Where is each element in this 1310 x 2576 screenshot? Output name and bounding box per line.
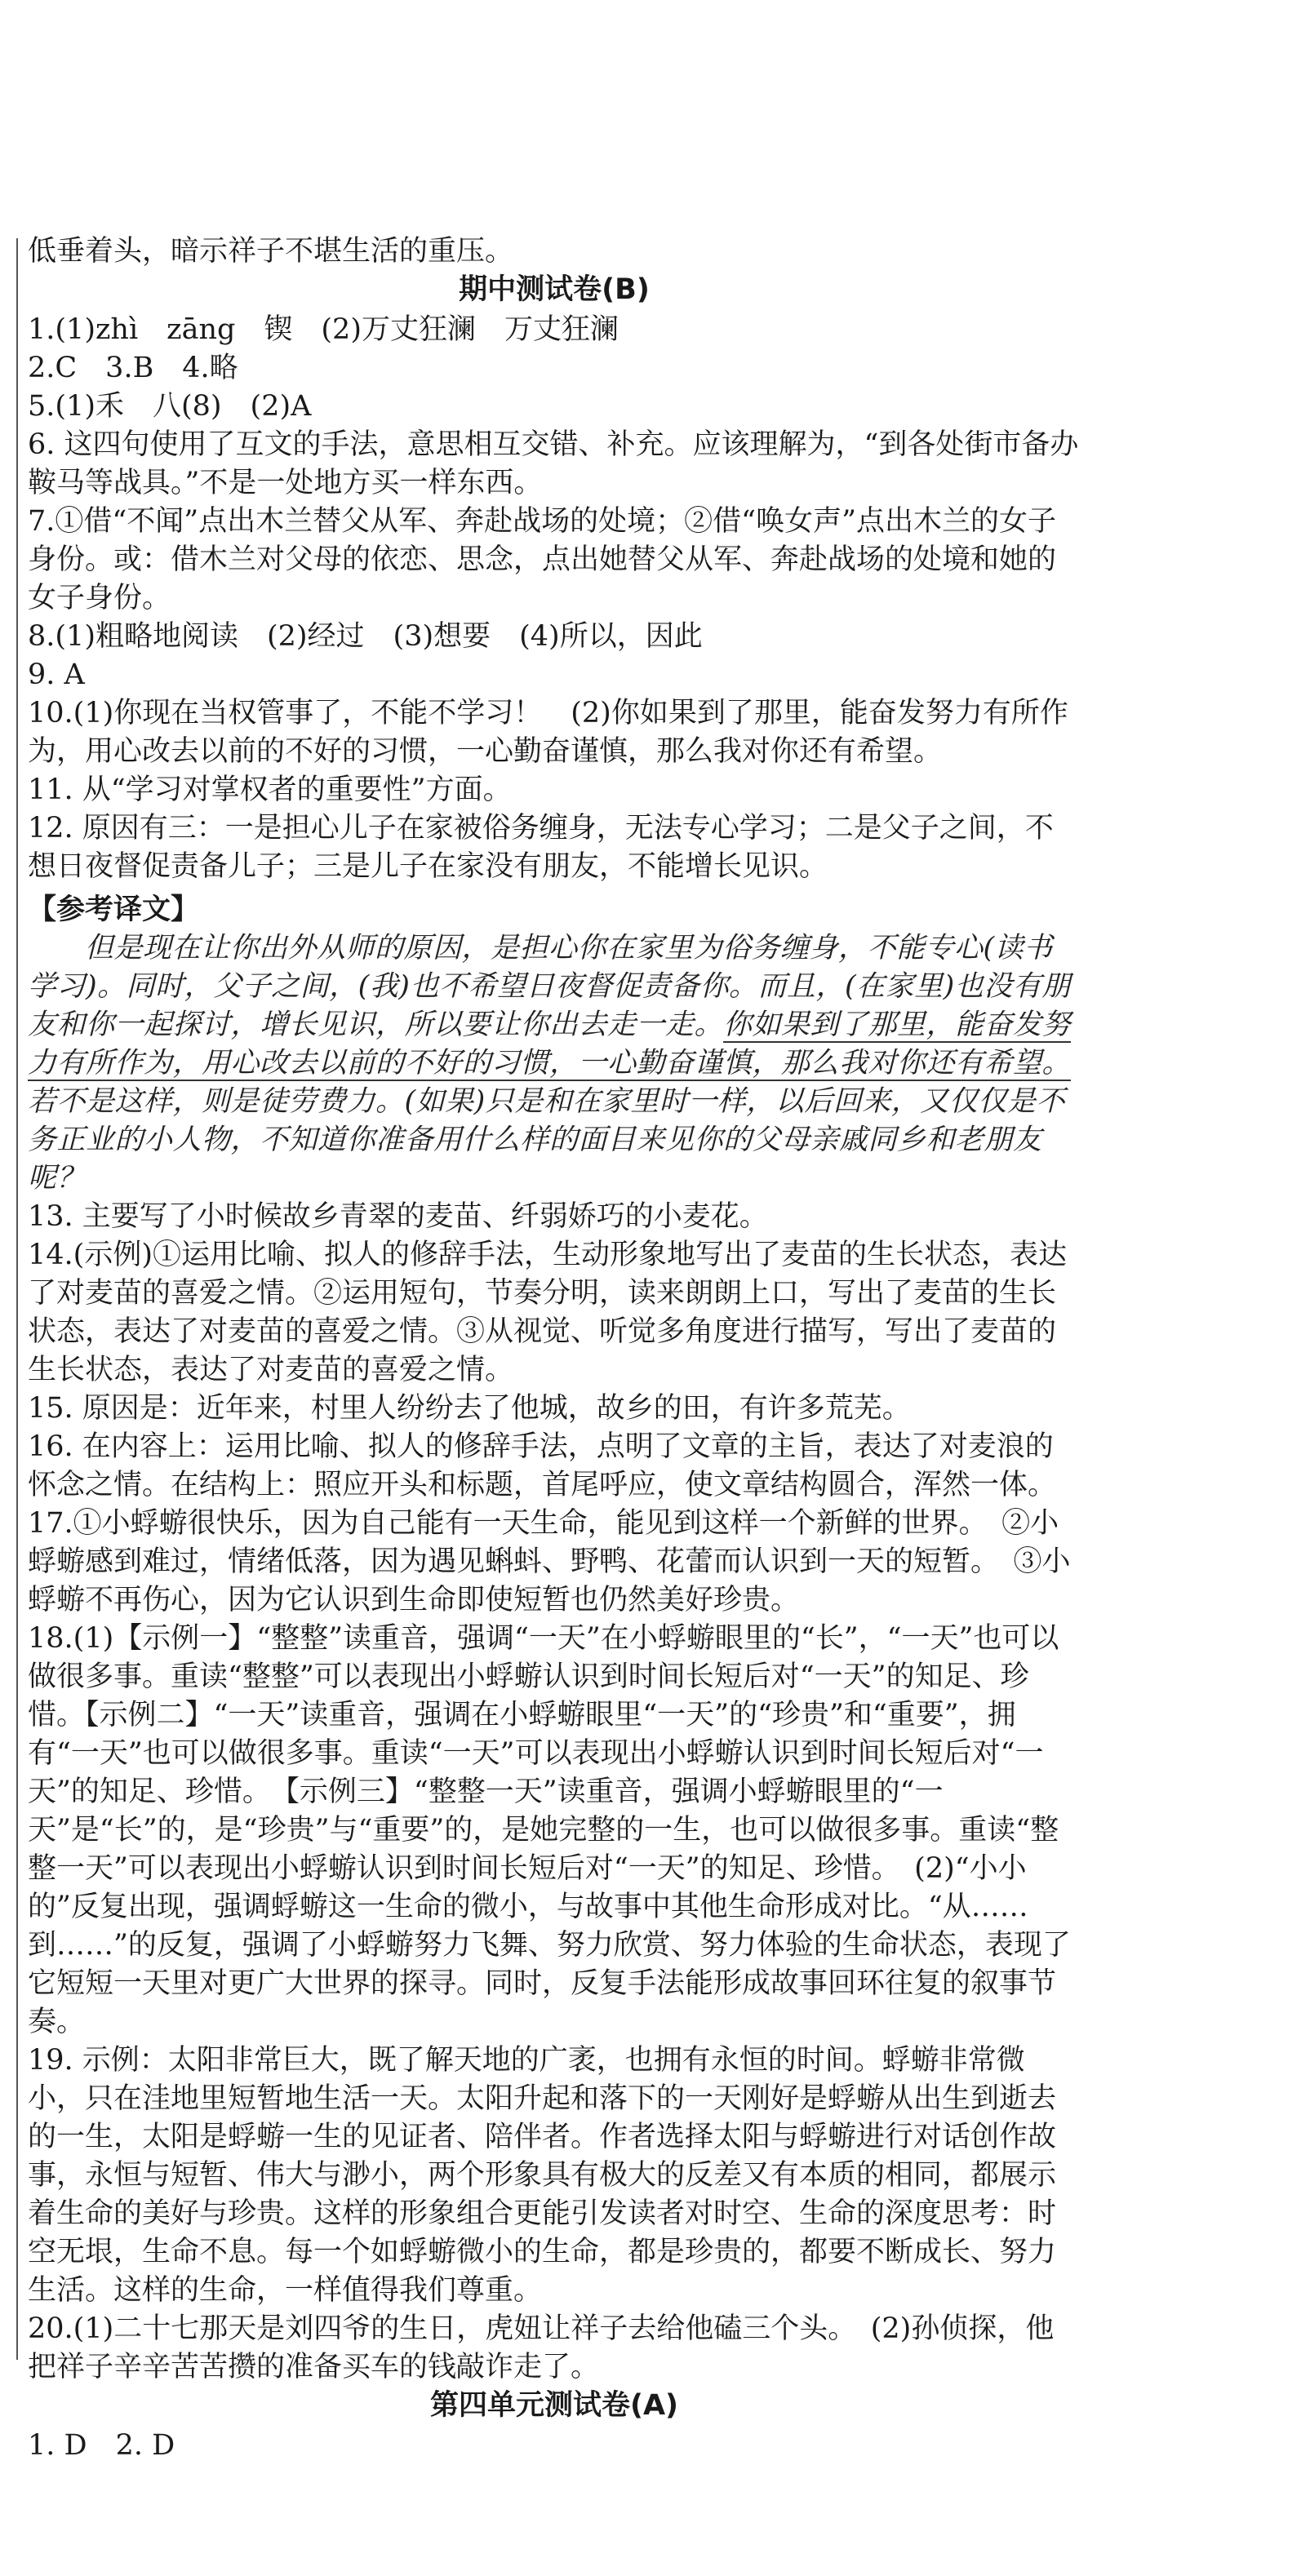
answer-q19: 19. 示例：太阳非常巨大，既了解天地的广袤，也拥有永恒的时间。蜉蝣非常微小，只在洼地里短暂地生活一天。太阳升起和落下的一天刚好是蜉蝣从出生到逝去的一生，太阳是蜉蝣一生的见证者、陪伴者。作者选择太阳与蜉蝣进行对话创作故事，永恒与短暂、伟大与渺小，两个形象具有极大的反差又有本质的相同，都展示着生命的美好与珍贵。这样的形象组合更能引发读者对时空、生命的深度思考：时空无垠，生命不息。每一个如蜉蝣微小的生命，都是珍贵的，都要不断成长、努力生活。这样的生命，一样值得我们尊重。 [28, 2044, 1057, 2307]
answer-q16: 16. 在内容上：运用比喻、拟人的修辞手法，点明了文章的主旨，表达了对麦浪的怀念之情。在结构上：照应开头和标题，首尾呼应，使文章结构圆合，浑然一体。 [28, 1430, 1057, 1501]
intro-line: 低垂着头，暗示祥子不堪生活的重压。 [28, 235, 514, 268]
section-heading-midterm-b: 期中测试卷(B) [459, 273, 650, 306]
answer-column [28, 233, 1081, 2465]
answer-q1: 1.(1)zhì zāng 锲 (2)万丈狂澜 万丈狂澜 [28, 313, 619, 346]
translation-part-2: 若不是这样，则是徒劳费力。(如果)只是和在家里时一样，以后回来，又仅仅是不务正业的小人物，不知道你准备用什么样的面目来见你的父母亲戚同乡和老朋友呢？ [28, 1085, 1065, 1195]
translation-underlined: 你如果到了那里，能奋发努力有所作为，用心改去以前的不好的习惯，一心勤奋谨慎，那么我对你还有希望。 [28, 1009, 1072, 1080]
answer-q7: 7.①借“不闻”点出木兰替父从军、奔赴战场的处境；②借“唤女声”点出木兰的女子身份。或：借木兰对父母的依恋、思念，点出她替父从军、奔赴战场的处境和她的女子身份。 [28, 505, 1057, 614]
answer-q9: 9. A [28, 658, 85, 691]
answer-q5: 5.(1)禾 八(8) (2)A [28, 390, 312, 423]
answer-q14: 14.(示例)①运用比喻、拟人的修辞手法，生动形象地写出了麦苗的生长状态，表达了对麦苗的喜爱之情。②运用短句，节奏分明，读来朗朗上口，写出了麦苗的生长状态，表达了对麦苗的喜爱之情。③从视觉、听觉多角度进行描写，写出了麦苗的生长状态，表达了对麦苗的喜爱之情。 [28, 1239, 1067, 1386]
answer-q18: 18.(1)【示例一】“整整”读重音，强调“一天”在小蜉蝣眼里的“长”，“一天”也可以做很多事。重读“整整”可以表现出小蜉蝣认识到时间长短后对“一天”的知足、珍惜。【示例二】“一天”读重音，强调在小蜉蝣眼里“一天”的“珍贵”和“重要”，拥有“一天”也可以做很多事。重读“一天”可以表现出小蜉蝣认识到时间长短后对“一天”的知足、珍惜。 【示例三】“整整一天”读重音，强调小蜉蝣眼里的“一天”是“长”的，是“珍贵”与“重要”的，是她完整的一生，也可以做很多事。重读“整整一天”可以表现出小蜉蝣认识到时间长短后对“一天”的知足、珍惜。 (2)“小小的”反复出现，强调蜉蝣这一生命的微小，与故事中其他生命形成对比。“从……到……”的反复，强调了小蜉蝣努力飞舞、努力欣赏、努力体验的生命状态，表现了它短短一天里对更广大世界的探寻。同时，反复手法能形成故事回环往复的叙事节奏。 [28, 1622, 1071, 2038]
answer-q20: 20.(1)二十七那天是刘四爷的生日，虎妞让祥子去给他磕三个头。 (2)孙侦探，他把祥子辛辛苦苦攒的准备买车的钱敲诈走了。 [28, 2312, 1055, 2383]
translation-part-1: 但是现在让你出外从师的原因，是担心你在家里为俗务缠身，不能专心(读书学习)。同时，父子之间，(我)也不希望日夜督促责备你。而且，(在家里)也没有朋友和你一起探讨，增长见识，所以要让你出去走一走。 [28, 932, 1071, 1041]
reference-translation [28, 929, 1081, 1198]
answer-unit4-q1-2: 1. D 2. D [28, 2429, 175, 2462]
answer-q6: 6. 这四句使用了互文的手法，意思相互交错、补充。应该理解为，“到各处街市备办鞍马等战具。”不是一处地方买一样东西。 [28, 428, 1079, 499]
answer-q15: 15. 原因是：近年来，村里人纷纷去了他城，故乡的田，有许多荒芜。 [28, 1392, 911, 1425]
answer-q11: 11. 从“学习对掌权者的重要性”方面。 [28, 774, 512, 806]
reference-translation-heading: 【参考译文】 [28, 893, 200, 926]
section-heading-unit4-a: 第四单元测试卷(A) [429, 2389, 679, 2422]
margin-rule [16, 238, 18, 2360]
answer-q10: 10.(1)你现在当权管事了，不能不学习！ (2)你如果到了那里，能奋发努力有所作为，用心改去以前的不好的习惯，一心勤奋谨慎，那么我对你还有希望。 [28, 697, 1068, 768]
answer-q13: 13. 主要写了小时候故乡青翠的麦苗、纤弱娇巧的小麦花。 [28, 1200, 768, 1233]
answer-q17: 17.①小蜉蝣很快乐，因为自己能有一天生命，能见到这样一个新鲜的世界。 ②小蜉蝣感到难过，情绪低落，因为遇见蝌蚪、野鸭、花蕾而认识到一天的短暂。 ③小蜉蝣不再伤心，因为它认识到生命即使短暂也仍然美好珍贵。 [28, 1507, 1071, 1616]
answer-q2-4: 2.C 3.B 4.略 [28, 352, 238, 384]
answer-q8: 8.(1)粗略地阅读 (2)经过 (3)想要 (4)所以，因此 [28, 620, 703, 653]
answer-q12: 12. 原因有三：一是担心儿子在家被俗务缠身，无法专心学习；二是父子之间，不想日夜督促责备儿子；三是儿子在家没有朋友，不能增长见识。 [28, 812, 1054, 883]
